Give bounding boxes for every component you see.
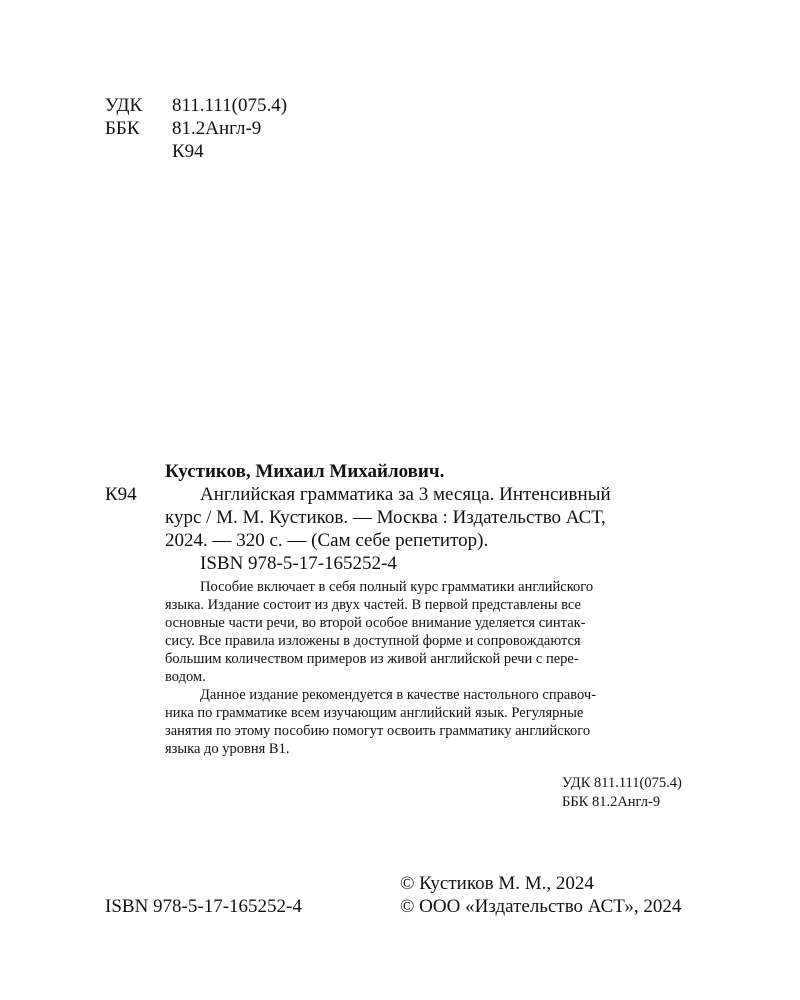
bbk-label: ББК xyxy=(105,118,140,139)
footer-udk: УДК 811.111(075.4) xyxy=(562,775,682,791)
abstract-p1-line: основные части речи, во второй особое внимание уделяется синтак- xyxy=(165,615,586,631)
abstract-p1-line: сису. Все правила изложены в доступной форме и сопровождаются xyxy=(165,633,581,649)
udk-value: 811.111(075.4) xyxy=(172,95,288,116)
author-sign-top: К94 xyxy=(172,141,204,162)
title-line-1: Английская грамматика за 3 месяца. Интенсивный xyxy=(200,484,611,505)
abstract-p1-line: большим количеством примеров из живой английской речи с пере- xyxy=(165,651,579,667)
footer-bbk: ББК 81.2Англ-9 xyxy=(562,794,661,810)
abstract-p1-line: языка. Издание состоит из двух частей. В первой представлены все xyxy=(165,597,581,613)
author-sign-record: К94 xyxy=(105,484,137,505)
abstract-p2-line: языка до уровня В1. xyxy=(165,741,290,757)
abstract-paragraph-2 xyxy=(165,686,596,758)
abstract-p2-line: занятия по этому пособию помогут освоить грамматику английского xyxy=(165,723,591,739)
copyright-publisher: © ООО «Издательство АСТ», 2024 xyxy=(400,896,682,917)
abstract-p1-line: Пособие включает в себя полный курс грамматики английского xyxy=(200,579,594,595)
udk-label: УДК xyxy=(105,95,143,116)
copyright-author: © Кустиков М. М., 2024 xyxy=(400,873,594,894)
title-line-3: 2024. — 320 с. — (Сам себе репетитор). xyxy=(165,530,489,551)
author-heading: Кустиков, Михаил Михайлович. xyxy=(165,461,445,482)
abstract-paragraph-1 xyxy=(165,578,593,686)
isbn-bottom: ISBN 978-5-17-165252-4 xyxy=(105,896,302,917)
isbn-record: ISBN 978-5-17-165252-4 xyxy=(200,553,397,574)
abstract-p2-line: ника по грамматике всем изучающим английский язык. Регулярные xyxy=(165,705,584,721)
bbk-value: 81.2Англ-9 xyxy=(172,118,262,139)
abstract-p1-line: водом. xyxy=(165,669,206,685)
title-line-2: курс / М. М. Кустиков. — Москва : Издательство АСТ, xyxy=(165,507,606,528)
abstract-p2-line: Данное издание рекомендуется в качестве настольного справоч- xyxy=(200,687,597,703)
